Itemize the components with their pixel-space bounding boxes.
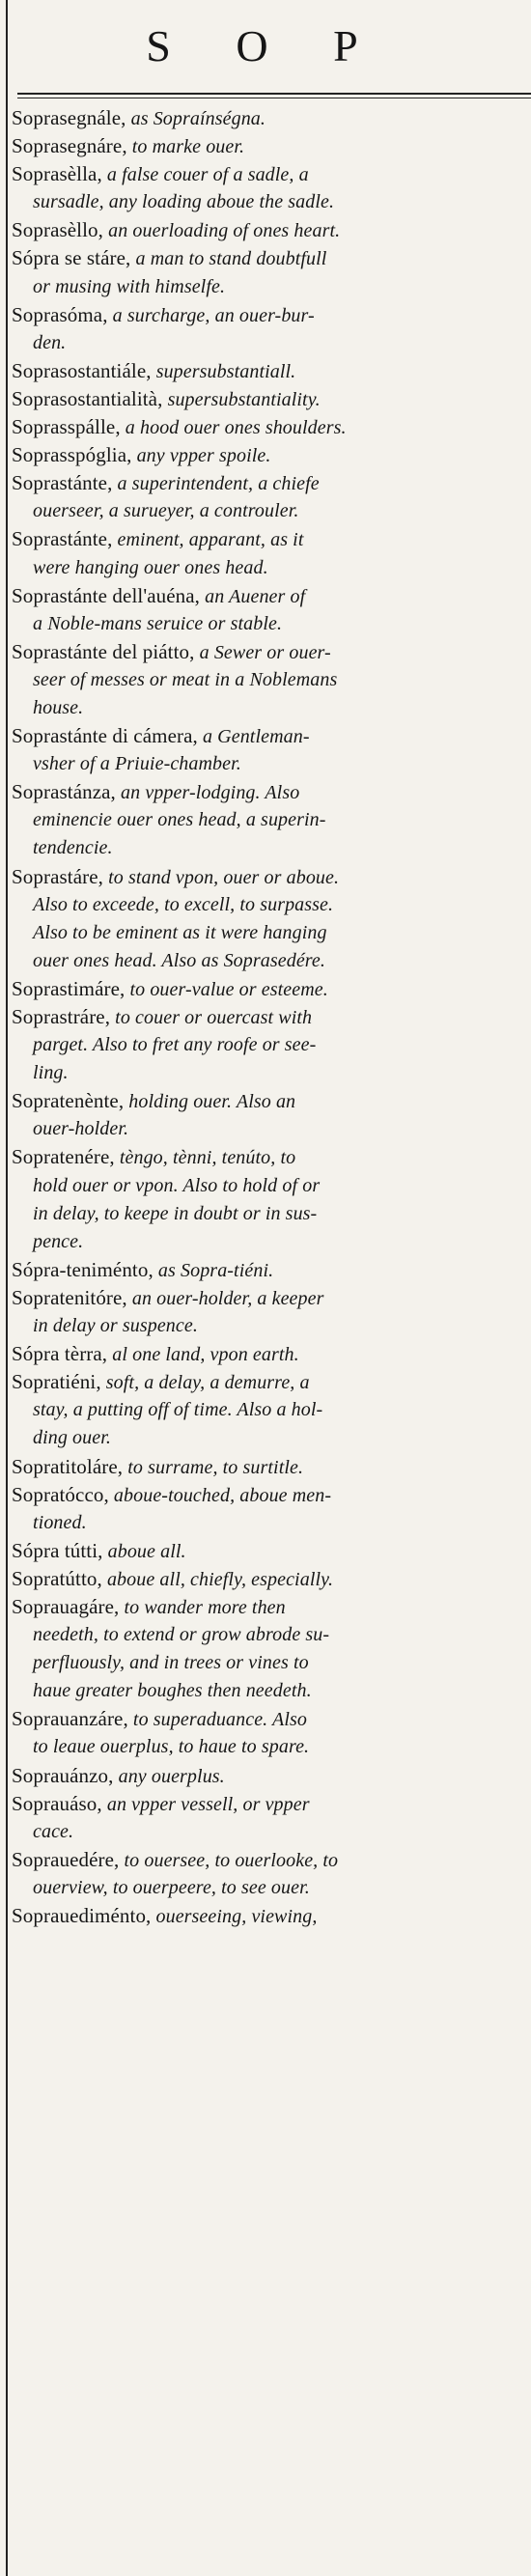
entry-headline: Soprauánzo, any ouerplus. — [12, 1763, 225, 1787]
entry-continuation: sursadle, any loading aboue the sadle. — [33, 191, 335, 213]
entry-continuation: ouerview, to ouerpeere, to see ouer. — [33, 1876, 310, 1898]
dictionary-entries — [12, 104, 523, 2572]
dictionary-entry — [12, 525, 523, 581]
entry-continuation: eminencie ouer ones head, a superin- — [33, 809, 326, 831]
entry-continuation: seer of messes or meat in a Noblemans — [33, 668, 338, 690]
entry-headline: Soprasostantialità, supersubstantiality. — [12, 386, 321, 410]
entry-headline: Soprastánte del piátto, a Sewer or ouer- — [12, 639, 331, 663]
entry-headline: Sopratenitóre, an ouer-holder, a keeper — [12, 1285, 324, 1309]
entry-continuation: tioned. — [33, 1511, 87, 1533]
entry-continuation: a Noble-mans seruice or stable. — [33, 612, 283, 634]
dictionary-entry — [12, 216, 523, 244]
entry-headline: Soprastánte, eminent, apparant, as it — [12, 527, 304, 551]
entry-continuation: or musing with himselfe. — [33, 275, 226, 297]
entry-headline: Soprasspálle, a hood ouer ones shoulders. — [12, 415, 347, 439]
dictionary-entry — [12, 1902, 523, 1930]
entry-continuation: ouer-holder. — [33, 1118, 129, 1140]
dictionary-entry — [12, 1762, 523, 1790]
entry-headline: Sopratitoláre, to surrame, to surtitle. — [12, 1454, 304, 1478]
entry-headline: Soprastánte dell'auéna, an Auener of — [12, 583, 306, 607]
dictionary-entry — [12, 722, 523, 778]
entry-continuation: in delay, to keepe in doubt or in sus- — [33, 1202, 318, 1224]
entry-continuation: were hanging ouer ones head. — [33, 556, 268, 578]
heading-rule — [17, 93, 531, 95]
dictionary-entry — [12, 1481, 523, 1537]
entry-continuation: Also to exceede, to excell, to surpasse. — [33, 893, 334, 915]
dictionary-entry — [12, 301, 523, 357]
entry-headline: Sopratenènte, holding ouer. Also an — [12, 1089, 296, 1113]
entry-headline: Soprastáre, to stand vpon, ouer or aboue. — [12, 864, 340, 888]
dictionary-entry — [12, 975, 523, 1003]
dictionary-entry — [12, 1368, 523, 1452]
dictionary-entry — [12, 1537, 523, 1565]
entry-headline: Soprauanzáre, to superaduance. Also — [12, 1707, 307, 1731]
entry-continuation: needeth, to extend or grow abrode su- — [33, 1624, 330, 1646]
dictionary-entry — [12, 1846, 523, 1902]
dictionary-entry — [12, 1087, 523, 1143]
entry-headline: Soprastimáre, to ouer-value or esteeme. — [12, 976, 328, 1000]
left-margin-rule — [6, 0, 8, 2576]
dictionary-entry — [12, 385, 523, 413]
entry-continuation: ling. — [33, 1062, 69, 1084]
entry-headline: Sópra se stáre, a man to stand doubtfull — [12, 246, 327, 270]
entry-headline: Sópra-teniménto, as Sopra-tiéni. — [12, 1257, 274, 1281]
dictionary-entry — [12, 1003, 523, 1087]
entry-headline: Sópra tútti, aboue all. — [12, 1538, 186, 1562]
dictionary-entry — [12, 160, 523, 216]
entry-continuation: to leaue ouerplus, to haue to spare. — [33, 1736, 310, 1758]
dictionary-entry — [12, 1256, 523, 1284]
dictionary-entry — [12, 132, 523, 160]
entry-continuation: pence. — [33, 1230, 84, 1252]
entry-headline: Soprasspóglia, any vpper spoile. — [12, 443, 271, 467]
dictionary-entry — [12, 441, 523, 469]
entry-continuation: perfluously, and in trees or vines to — [33, 1652, 309, 1674]
dictionary-entry — [12, 1340, 523, 1368]
entry-headline: Soprasegnále, as Sopraínségna. — [12, 106, 266, 129]
dictionary-entry — [12, 863, 523, 975]
dictionary-entry — [12, 1565, 523, 1593]
entry-continuation: parget. Also to fret any roofe or see- — [33, 1034, 317, 1056]
entry-continuation: stay, a putting off of time. Also a hol- — [33, 1399, 323, 1421]
entry-headline: Soprauáso, an vpper vessell, or vpper — [12, 1791, 310, 1815]
entry-headline: Sópra tèrra, al one land, vpon earth. — [12, 1342, 299, 1366]
entry-continuation: cace. — [33, 1820, 74, 1842]
entry-continuation: in delay or suspence. — [33, 1315, 198, 1337]
entry-headline: Soprasegnáre, to marke ouer. — [12, 134, 245, 158]
entry-continuation: vsher of a Priuie-chamber. — [33, 753, 241, 775]
entry-headline: Soprastánza, an vpper-lodging. Also — [12, 780, 300, 804]
entry-continuation: ouerseer, a surueyer, a controuler. — [33, 500, 299, 522]
entry-headline: Soprauedére, to ouersee, to ouerlooke, to — [12, 1847, 339, 1871]
dictionary-entry — [12, 778, 523, 862]
dictionary-entry — [12, 582, 523, 638]
page-heading: S O P — [146, 21, 385, 70]
dictionary-entry — [12, 1705, 523, 1761]
dictionary-entry — [12, 1593, 523, 1705]
entry-continuation: haue greater boughes then needeth. — [33, 1680, 312, 1702]
dictionary-entry — [12, 1453, 523, 1481]
entry-headline: Soprasèllo, an ouerloading of ones heart. — [12, 218, 341, 242]
entry-continuation: ouer ones head. Also as Soprasedére. — [33, 949, 326, 971]
dictionary-entry — [12, 104, 523, 132]
entry-continuation: hold ouer or vpon. Also to hold of or — [33, 1174, 321, 1196]
entry-headline: Sopratócco, aboue-touched, aboue men- — [12, 1482, 332, 1506]
entry-headline: Sopratútto, aboue all, chiefly, especially. — [12, 1566, 334, 1590]
entry-headline: Soprasóma, a surcharge, an ouer-bur- — [12, 302, 315, 326]
dictionary-entry — [12, 413, 523, 441]
entry-continuation: den. — [33, 331, 67, 353]
entry-headline: Soprastánte, a superintendent, a chiefe — [12, 471, 320, 495]
entry-headline: Sopratiéni, soft, a delay, a demurre, a — [12, 1370, 310, 1394]
entry-headline: Soprasostantiále, supersubstantiall. — [12, 358, 296, 382]
entry-headline: Soprasèlla, a false couer of a sadle, a — [12, 162, 309, 186]
entry-continuation: house. — [33, 696, 84, 718]
dictionary-entry — [12, 1143, 523, 1255]
entry-headline: Soprastánte di cámera, a Gentleman- — [12, 724, 310, 748]
entry-headline: Sopratenére, tèngo, tènni, tenúto, to — [12, 1145, 296, 1169]
entry-continuation: tendencie. — [33, 837, 113, 859]
dictionary-entry — [12, 1284, 523, 1340]
dictionary-entry — [12, 1790, 523, 1846]
entry-headline: Soprauediménto, ouerseeing, viewing, — [12, 1904, 318, 1927]
entry-headline: Soprastráre, to couer or ouercast with — [12, 1005, 313, 1028]
dictionary-entry — [12, 244, 523, 300]
entry-headline: Soprauagáre, to wander more then — [12, 1594, 286, 1618]
dictionary-entry — [12, 357, 523, 385]
entry-continuation: ding ouer. — [33, 1427, 111, 1449]
dictionary-entry — [12, 638, 523, 722]
dictionary-entry — [12, 469, 523, 525]
entry-continuation: Also to be eminent as it were hanging — [33, 921, 327, 943]
